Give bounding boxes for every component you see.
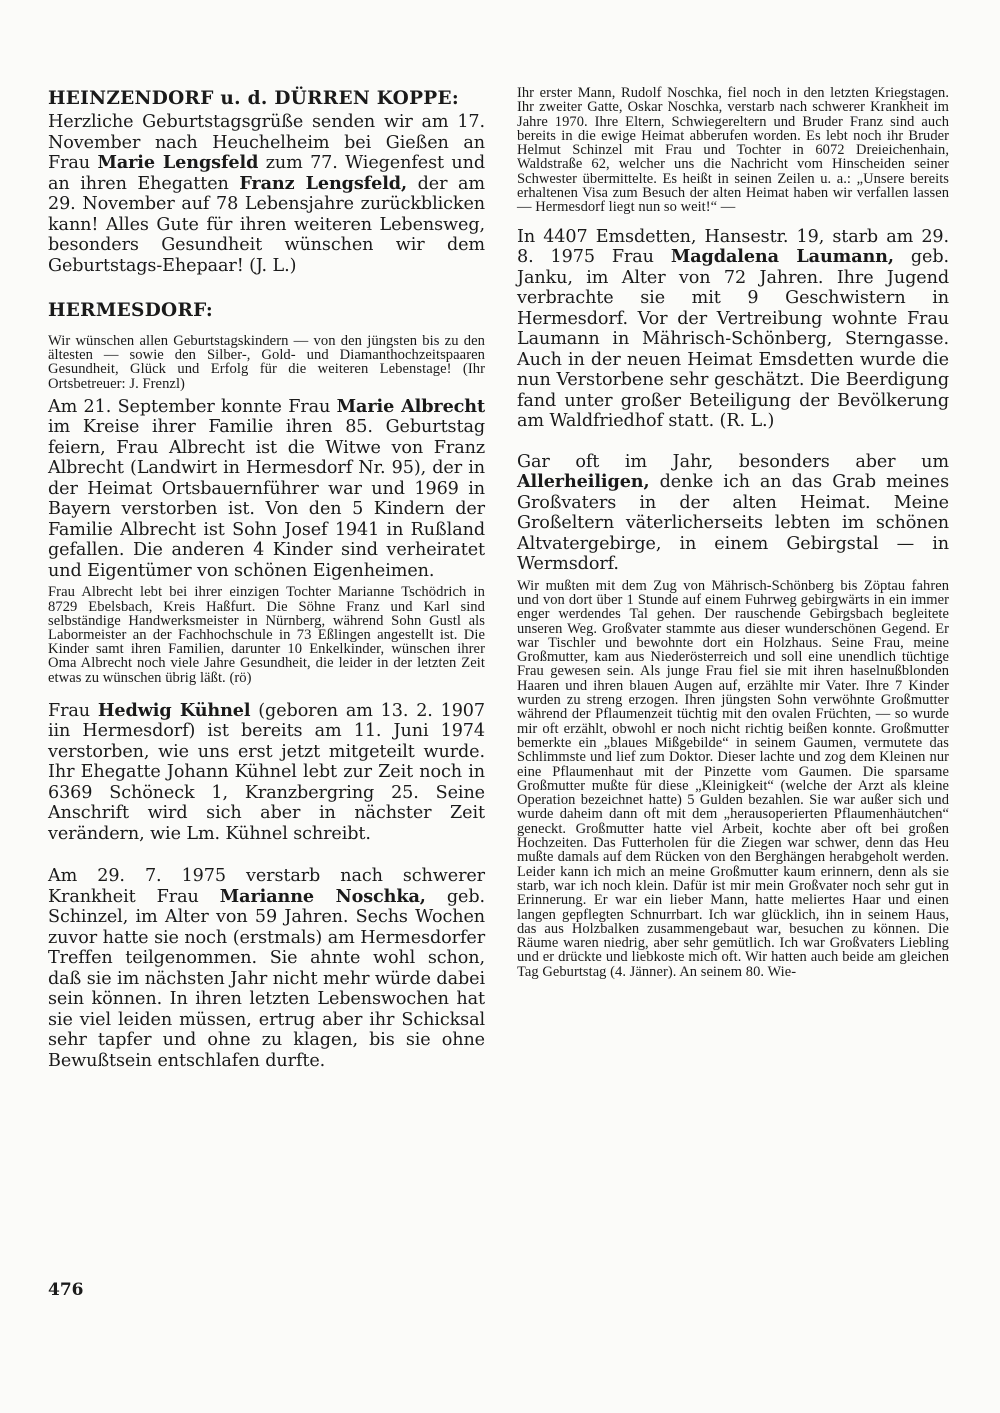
paragraph-albrecht-family: Frau Albrecht lebt bei ihrer einzigen Tochter Marianne Tschödrich in 8729 Ebelsbach, Kreis Haßfurt. Die Söhne Franz und Karl sind selbständige Handwerksmeister in Nürnberg, während Sohn Gustl als Labormeister an der Fachhochschule in 73 Eßlingen angestellt ist. Die Kinder samt ihren Familien, darunter 10 Enkelkinder, wünschen ihrer Oma Albrecht noch viele Jahre Gesundheit, die leider in der letzten Zeit etwas zu wünschen übrig läßt. (rö) xyxy=(48,584,485,686)
paragraph-kuehnel: Frau Hedwig Kühnel (geboren am 13. 2. 1907 iin Hermesdorf) ist bereits am 11. Juni 1974 verstorben, wie uns erst jetzt mitgeteilt wurde. Ihr Ehegatte Johann Kühnel lebt zur Zeit noch in 6369 Schöneck 1, Kranzbergring 25. Seine Anschrift wird sich aber in nächster Zeit verändern, wie Lm. Kühnel schreibt. xyxy=(48,699,485,844)
paragraph-allerheiligen: Gar oft im Jahr, besonders aber um Allerheiligen, denke ich an das Grab meines Großvaters in der alten Heimat. Meine Großeltern väterlicherseits lebten im schönen Altvatergebirge, in einem Gebirgstal — in Wermsdorf. xyxy=(517,451,949,575)
paragraph-hermesdorf-intro: Wir wünschen allen Geburtstagskindern — von den jüngsten bis zu den ältesten — sowie den Silber-, Gold- und Diamanthochzeitspaaren Gesundheit, Glück und Erfolg für die weiteren Lebenstage! (Ihr Ortsbetreuer: J. Frenzl) xyxy=(48,333,485,392)
paragraph-wermsdorf-memories: Wir mußten mit dem Zug von Mährisch-Schönberg bis Zöptau fahren und von dort über 1 Stunde auf einem Fuhrweg gebirgwärts in ein immer enger werdendes Tal gehen. Der rauschende Gebirgsbach begleitete unseren Weg. Großvater stammte aus dieser wunderschönen Gegend. Er war Tischler und bewohnte dort ein Holzhaus. Seine Frau, meine Großmutter, kam aus Niederösterreich und soll eine unendlich tüchtige Frau gewesen sein. Als junge Frau fiel sie mit ihren haselnußblonden Haaren und ihren blauen Augen auf, erzählte mir Vater. Ihre 7 Kinder wurden zu streng erzogen. Ihren jüngsten Sohn verwöhnte Großmutter während der Pflaumenzeit tüchtig mit den ovalen Früchten, — so wurde mir oft erzählt, obwohl er noch nicht richtig beißen konnte. Großmutter bemerkte ein „blaues Mißgebilde“ in seinem Gaumen, vermutete das Schlimmste und lief zum Doktor. Dieser lachte und zog dem Kleinen nur eine Pflaumenhaut mit der Pinzette vom Gaumen. Die sparsame Großmutter mußte für diese „Kleinigkeit“ (welche der Arzt als kleine Operation bezeichnet hatte) 5 Gulden bezahlen. Sie war außer sich und wurde daheim dann oft mit dem „herausoperierten Pflaumenhäutchen“ geneckt. Großmutter hatte viel Arbeit, kochte aber oft bei großen Hochzeiten. Das Futterholen für die Ziegen war schwer, denn das Heu mußte damals auf dem Rücken von den Berghängen herabgeholt werden. Leider kann ich mich an meine Großmutter kaum erinnern, denn als sie starb, war ich noch klein. Dafür ist mir mein Großvater noch sehr gut in Erinnerung. Er war ein lieber Mann, hatte meliertes Haar und einen langen gepflegten Schnurrbart. Ich war glücklich, ihn in seinem Haus, das aus Holzbalken zusammengebaut war, besuchen zu können. Die Räume waren niedrig, aber sehr gemütlich. Ich war Großvaters Liebling und er drückte und liebkoste mich oft. Wir hatten auch beide am gleichen Tag Geburtstag (4. Jänner). An seinem 80. Wie- xyxy=(517,577,949,980)
name-hedwig-kuehnel: Hedwig Kühnel xyxy=(97,699,251,721)
name-franz-lengsfeld: Franz Lengsfeld, xyxy=(239,172,408,194)
right-column xyxy=(517,86,949,979)
page-number: 476 xyxy=(48,1280,84,1300)
word-allerheiligen: Allerheiligen, xyxy=(517,471,650,493)
name-marie-albrecht: Marie Albrecht xyxy=(336,395,485,417)
section-heading-heinzendorf: HEINZENDORF u. d. DÜRREN KOPPE: xyxy=(48,88,460,109)
name-magdalena-laumann: Magdalena Laumann, xyxy=(670,246,894,268)
paragraph-lengsfeld: Herzliche Geburtstagsgrüße senden wir am 17. November nach Heuchelheim bei Gießen an Frau Marie Lengsfeld zum 77. Wiegenfest und an ihren Ehegatten Franz Lengsfeld, der am 29. November auf 78 Lebensjahre zurückblicken kann! Alles Gute für ihren weiteren Lebensweg, besonders Gesundheit wünschen wir dem Geburtstags-Ehepaar! (J. L.) xyxy=(48,112,485,276)
paragraph-albrecht: Am 21. September konnte Frau Marie Albrecht im Kreise ihrer Familie ihren 85. Geburtstag feiern, Frau Albrecht ist die Witwe von Franz Albrecht (Landwirt in Hermesdorf Nr. 95), der in der Heimat Ortsbauernführer war und 1969 in Bayern verstorben ist. Von den 5 Kindern der Familie Albrecht ist Sohn Josef 1941 in Rußland gefallen. Die anderen 4 Kinder sind verheiratet und Eigentümer von schönen Eigenheimen. xyxy=(48,395,485,581)
section-heading-hermesdorf: HERMESDORF: xyxy=(48,300,214,321)
paragraph-noschka-family: Ihr erster Mann, Rudolf Noschka, fiel noch in den letzten Kriegstagen. Ihr zweiter Gatte, Oskar Noschka, verstarb nach schwerer Krankheit im Jahre 1970. Ihre Eltern, Schwiegereltern und Bruder Franz sind auch bereits in die ewige Heimat abberufen worden. Es lebt noch ihr Bruder Helmut Schinzel mit Frau und Tochter in 6072 Dreieichenhain, Waldstraße 62, welcher uns die Nachricht vom Hinscheiden seiner Schwester übermittelte. Es heißt in seinen Zeilen u. a.: „Unsere bereits erhaltenen Visa zum Besuch der alten Heimat haben wir verfallen lassen — Hermesdorf liegt nun so weit!“ — xyxy=(517,85,949,216)
name-marie-lengsfeld: Marie Lengsfeld xyxy=(97,152,259,173)
left-column xyxy=(48,86,485,1071)
paragraph-noschka: Am 29. 7. 1975 verstarb nach schwerer Krankheit Frau Marianne Noschka, geb. Schinzel, im Alter von 59 Jahren. Sechs Wochen zuvor hatte sie noch (erstmals) am Hermesdorfer Treffen teilgenommen. Sie ahnte wohl schon, daß sie im nächsten Jahr nicht mehr würde dabei sein können. In ihren letzten Lebenswochen hat sie viel leiden müssen, ertrug aber ihr Schicksal sehr tapfer und ohne zu klagen, bis sie ohne Bewußtsein entschlafen durfte. xyxy=(48,866,485,1071)
name-marianne-noschka: Marianne Noschka, xyxy=(219,885,426,907)
paragraph-laumann: In 4407 Emsdetten, Hansestr. 19, starb am 29. 8. 1975 Frau Magdalena Laumann, geb. Janku, im Alter von 72 Jahren. Ihre Jugend verbrachte sie mit 9 Geschwistern in Hermesdorf. Vor der Vertreibung wohnte Frau Laumann in Mährisch-Schönberg, Sterngasse. Auch in der neuen Heimat Emsdetten wurde die nun Verstorbene sehr geschätzt. Die Beerdigung fand unter großer Beteiligung der Bevölkerung am Waldfriedhof statt. (R. L.) xyxy=(517,226,949,432)
